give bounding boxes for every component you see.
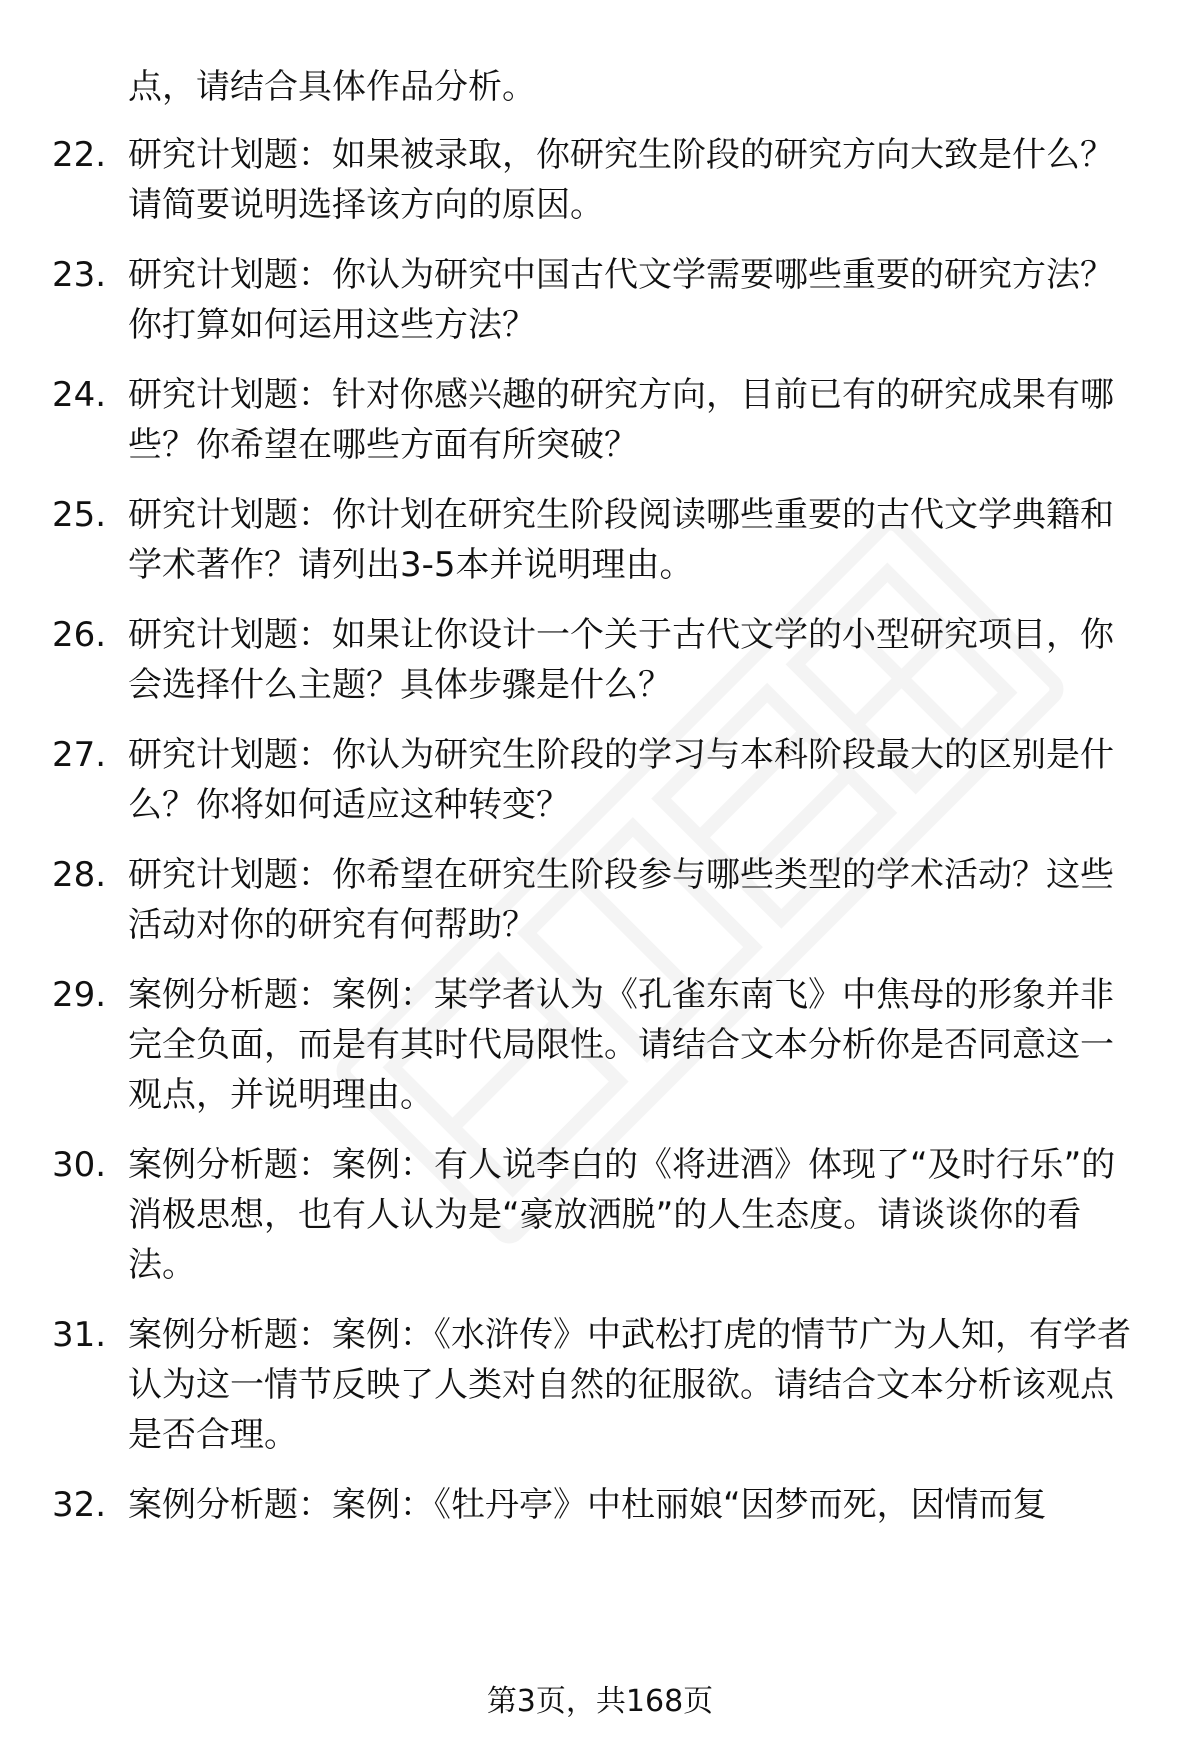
question-text: 研究计划题：如果让你设计一个关于古代文学的小型研究项目，你会选择什么主题？具体步骤是什么？ (128, 615, 1114, 705)
question-text: 研究计划题：你认为研究中国古代文学需要哪些重要的研究方法？你打算如何运用这些方法？ (128, 255, 1114, 345)
question-number: 32. (52, 1485, 107, 1525)
page-footer: 第3页，共168页 (486, 1684, 714, 1719)
question-number: 25. (52, 495, 107, 535)
question-number: 24. (52, 375, 107, 415)
question-number: 30. (52, 1145, 107, 1185)
question-number: 28. (52, 855, 107, 895)
question-number: 26. (52, 615, 107, 655)
question-text: 案例分析题：案例：有人说李白的《将进酒》体现了“及时行乐”的消极思想，也有人认为是“豪放洒脱”的人生态度。请谈谈你的看法。 (128, 1145, 1116, 1285)
question-number: 31. (52, 1315, 107, 1355)
question-text: 研究计划题：你计划在研究生阶段阅读哪些重要的古代文学典籍和学术著作？请列出3-5本并说明理由。 (128, 495, 1114, 585)
question-text: 研究计划题：你认为研究生阶段的学习与本科阶段最大的区别是什么？你将如何适应这种转变？ (128, 735, 1114, 825)
question-text: 研究计划题：你希望在研究生阶段参与哪些类型的学术活动？这些活动对你的研究有何帮助？ (128, 855, 1114, 945)
question-text: 案例分析题：案例：《水浒传》中武松打虎的情节广为人知，有学者认为这一情节反映了人类对自然的征服欲。请结合文本分析该观点是否合理。 (128, 1315, 1131, 1455)
question-text: 研究计划题：针对你感兴趣的研究方向，目前已有的研究成果有哪些？你希望在哪些方面有所突破？ (128, 375, 1114, 465)
continuation-text: 点，请结合具体作品分析。 (128, 67, 536, 107)
question-number: 22. (52, 135, 107, 175)
question-text: 案例分析题：案例：《牡丹亭》中杜丽娘“因梦而死，因情而复 (128, 1485, 1047, 1525)
question-text: 案例分析题：案例：某学者认为《孔雀东南飞》中焦母的形象并非完全负面，而是有其时代局限性。请结合文本分析你是否同意这一观点，并说明理由。 (128, 975, 1114, 1115)
question-number: 23. (52, 255, 107, 295)
question-number: 29. (52, 975, 107, 1015)
question-number: 27. (52, 735, 107, 775)
question-text: 研究计划题：如果被录取，你研究生阶段的研究方向大致是什么？请简要说明选择该方向的原因。 (128, 135, 1114, 225)
